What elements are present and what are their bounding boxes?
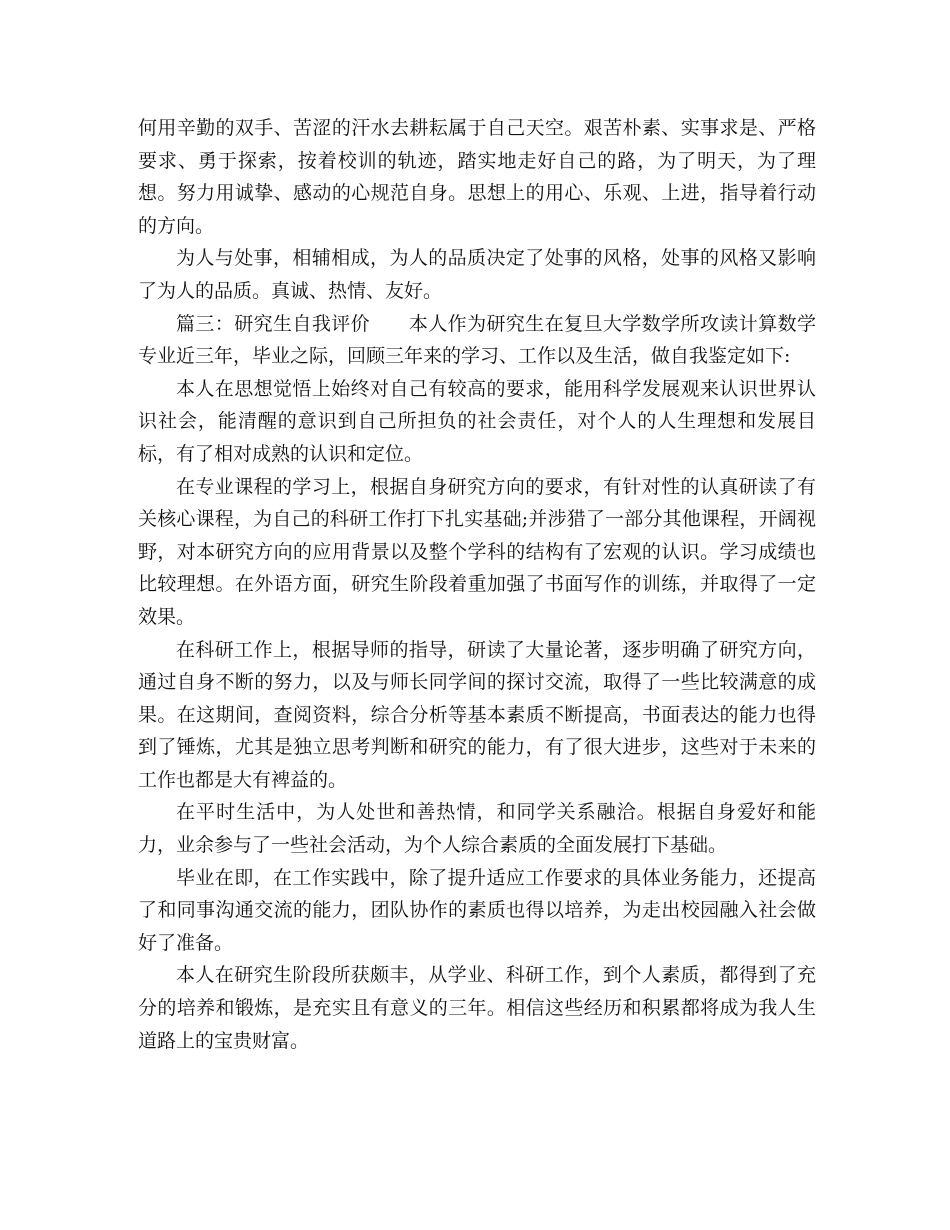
- paragraph-ideology: 本人在思想觉悟上始终对自己有较高的要求，能用科学发展观来认识世界认识社会，能清醒的意识到自己所担负的社会责任，对个人的人生理想和发展目标，有了相对成熟的认识和定位。: [138, 377, 816, 465]
- paragraph-continuation: 何用辛勤的双手、苦涩的汗水去耕耘属于自己天空。艰苦朴素、实事求是、严格要求、勇于探索，按着校训的轨迹，踏实地走好自己的路，为了明天，为了理想。努力用诚挚、感动的心规范自身。思想上的用心、乐观、上进，指导着行动的方向。: [138, 117, 816, 237]
- paragraph-work-practice: 毕业在即，在工作实践中，除了提升适应工作要求的具体业务能力，还提高了和同事沟通交流的能力，团队协作的素质也得以培养，为走出校园融入社会做好了准备。: [138, 866, 816, 954]
- paragraph-character: 为人与处事，相辅相成，为人的品质决定了处事的风格，处事的风格又影响了为人的品质。真诚、热情、友好。: [138, 247, 816, 302]
- paragraph-coursework: 在专业课程的学习上，根据自身研究方向的要求，有针对性的认真研读了有关核心课程，为自己的科研工作打下扎实基础;并涉猎了一部分其他课程，开阔视野，对本研究方向的应用背景以及整个学科的结构有了宏观的认识。学习成绩也比较理想。在外语方面，研究生阶段着重加强了书面写作的训练，并取得了一定效果。: [138, 475, 816, 628]
- document-body: [138, 112, 816, 1057]
- paragraph-section-three-intro: 篇三：研究生自我评价 本人作为研究生在复旦大学数学所攻读计算数学专业近三年，毕业之际，回顾三年来的学习、工作以及生活，做自我鉴定如下:: [138, 312, 816, 368]
- paragraph-daily-life: 在平时生活中，为人处世和善热情，和同学关系融洽。根据自身爱好和能力，业余参与了一些社会活动，为个人综合素质的全面发展打下基础。: [138, 801, 816, 857]
- paragraph-research: 在科研工作上，根据导师的指导，研读了大量论著，逐步明确了研究方向，通过自身不断的努力，以及与师长同学间的探讨交流，取得了一些比较满意的成果。在这期间，查阅资料，综合分析等基本素质不断提高，书面表达的能力也得到了锤炼，尤其是独立思考判断和研究的能力，有了很大进步，这些对于未来的工作也都是大有裨益的。: [138, 638, 816, 791]
- paragraph-conclusion: 本人在研究生阶段所获颇丰，从学业、科研工作，到个人素质，都得到了充分的培养和锻炼，是充实且有意义的三年。相信这些经历和积累都将成为我人生道路上的宝贵财富。: [138, 964, 816, 1052]
